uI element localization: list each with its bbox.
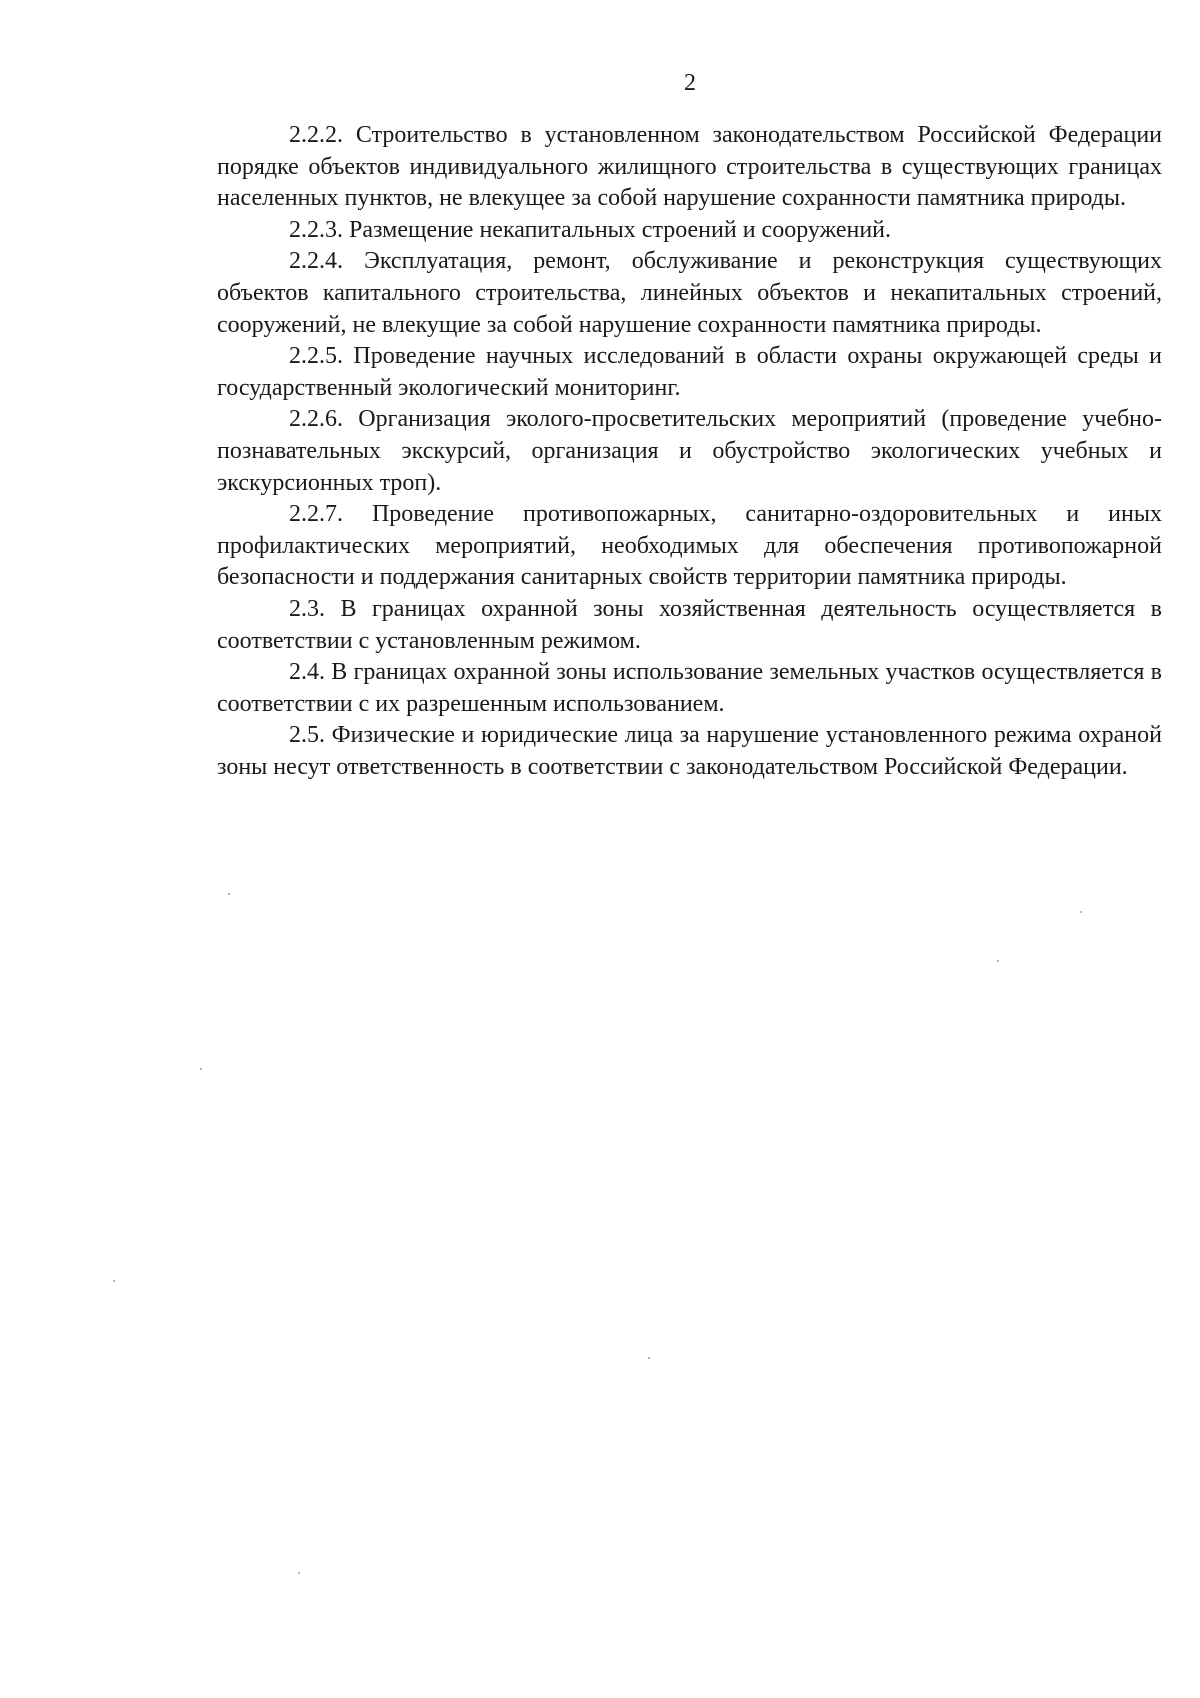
scan-speck: [228, 893, 230, 895]
scan-speck: [648, 1357, 650, 1359]
page-number: 2: [684, 70, 696, 96]
scan-speck: [997, 960, 999, 962]
paragraph-2-2-7: 2.2.7. Проведение противопожарных, санитарно-оздоровительных и иных профилактических мероприятий, необходимых для обеспечения противопожарной безопасности и поддержания санитарных свойств территории памятника природы.: [217, 501, 1162, 591]
paragraph-2-2-2: 2.2.2. Строительство в установленном законодательством Российской Федерации порядке объектов индивидуального жилищного строительства в существующих границах населенных пунктов, не влекущее за собой нарушение сохранности памятника природы.: [217, 122, 1162, 212]
paragraph-2-2-3: 2.2.3. Размещение некапитальных строений и сооружений.: [289, 216, 892, 243]
paragraph-2-2-4: 2.2.4. Эксплуатация, ремонт, обслуживание и реконструкция существующих объектов капитального строительства, линейных объектов и некапитальных строений, сооружений, не влекущие за собой нарушение сохранности памятника природы.: [217, 248, 1162, 338]
paragraph-2-2-5: 2.2.5. Проведение научных исследований в области охраны окружающей среды и государственный экологический мониторинг.: [217, 343, 1162, 401]
paragraph-2-2-6: 2.2.6. Организация эколого-просветительских мероприятий (проведение учебно-познавательных экскурсий, организация и обустройство экологических учебных и экскурсионных троп).: [217, 406, 1162, 496]
paragraph-2-3: 2.3. В границах охранной зоны хозяйственная деятельность осуществляется в соответствии с установленным режимом.: [217, 595, 1162, 654]
paragraph-2-4: 2.4. В границах охранной зоны использование земельных участков осуществляется в соответствии с их разрешенным использованием.: [217, 659, 1162, 717]
document-body: [217, 120, 1162, 783]
scan-speck: [113, 1280, 115, 1282]
paragraph-2-5: 2.5. Физические и юридические лица за нарушение установленного режима охраной зоны несут ответственность в соответствии с законодательством Российской Федерации.: [217, 722, 1162, 780]
scan-speck: [298, 1572, 300, 1574]
scan-speck: [200, 1068, 202, 1070]
scan-speck: [1080, 911, 1082, 913]
